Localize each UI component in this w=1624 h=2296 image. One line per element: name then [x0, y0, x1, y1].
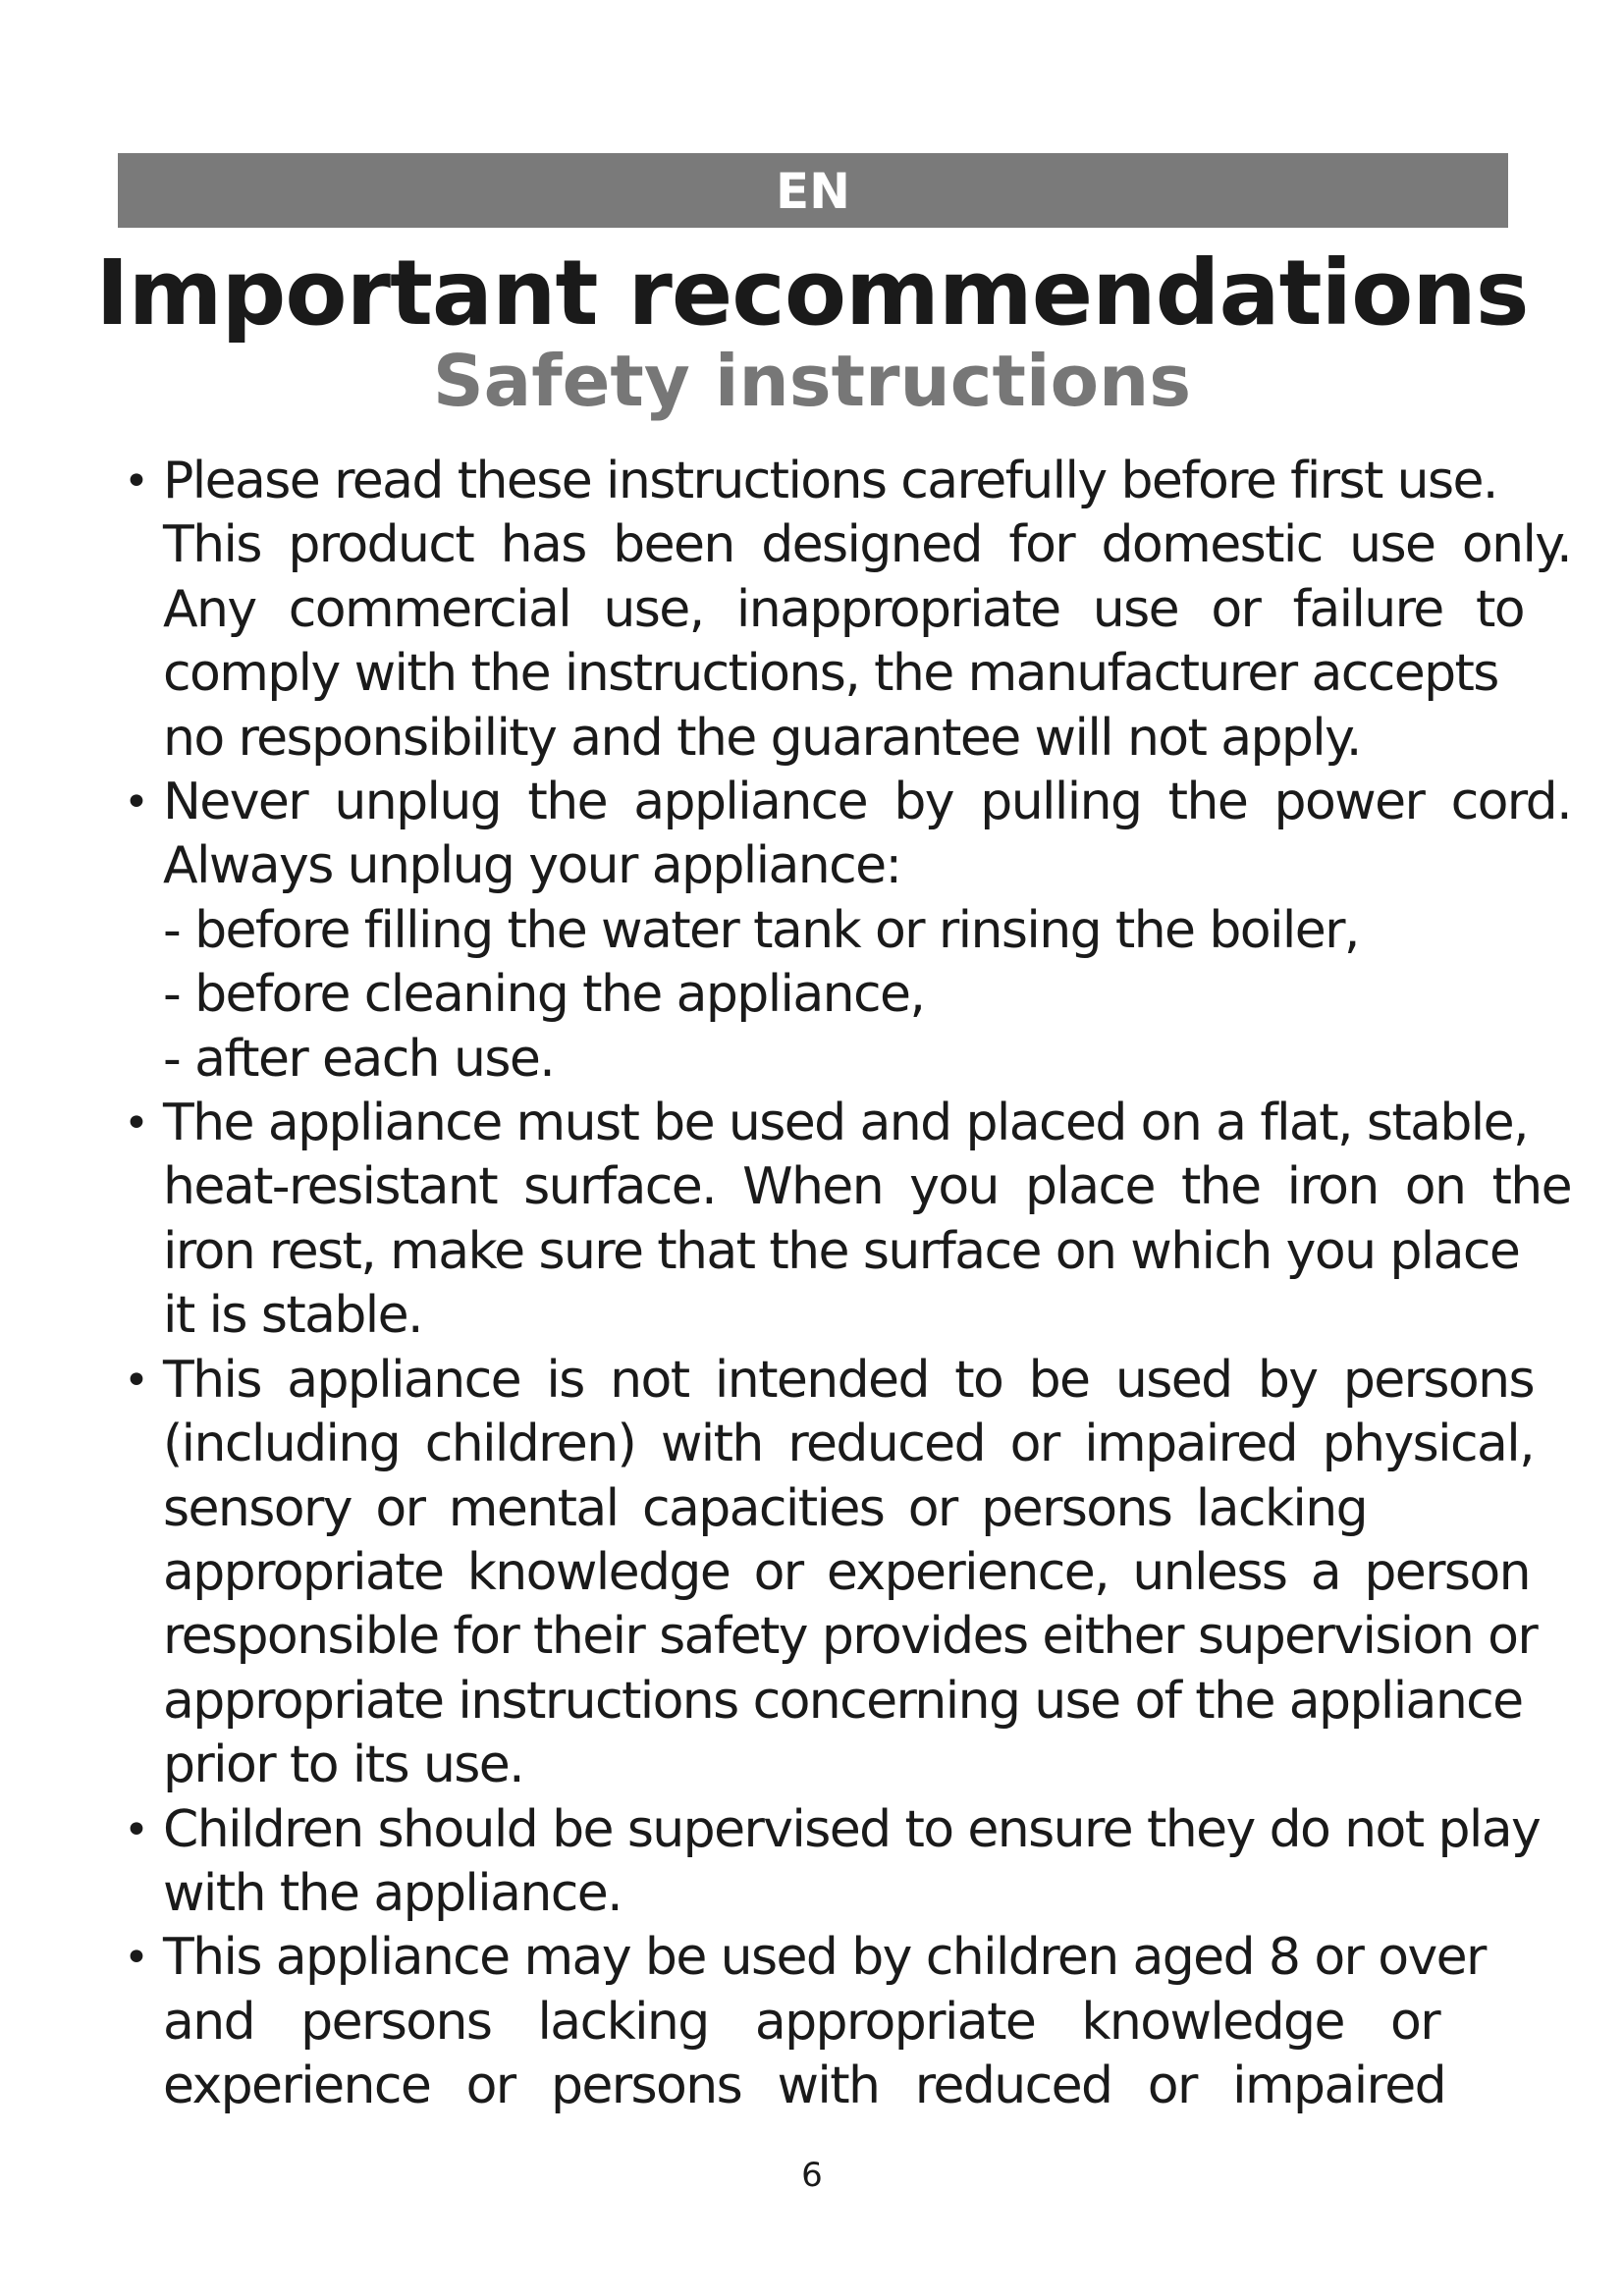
bullet-icon: • [124, 1933, 148, 1984]
text-line: (including children) with reduced or impaired physical, [163, 1415, 1534, 1474]
language-code: EN [775, 163, 850, 220]
text-line: prior to its use. [163, 1735, 524, 1795]
bullet-icon: • [124, 456, 148, 507]
list-item [118, 1926, 1571, 2118]
text-line: The appliance must be used and placed on a flat, stable, [163, 1094, 1528, 1153]
list-item [118, 1798, 1571, 1927]
text-line: appropriate knowledge or experience, unless a person [163, 1542, 1530, 1602]
bullet-icon: • [124, 777, 148, 828]
text-line: Any commercial use, inappropriate use or failure to [163, 579, 1524, 639]
text-line: - before cleaning the appliance, [163, 965, 925, 1025]
text-line: Please read these instructions carefully before first use. [163, 452, 1497, 510]
bullet-icon: • [124, 1098, 148, 1149]
text-line: with the appliance. [163, 1863, 623, 1923]
text-line: - after each use. [163, 1029, 555, 1089]
text-line: comply with the instructions, the manufacturer accepts [163, 644, 1498, 704]
language-bar [118, 153, 1508, 228]
text-line: This appliance may be used by children aged 8 or over [163, 1928, 1486, 1988]
text-line: This product has been designed for domestic use only. [163, 515, 1571, 575]
list-item [118, 1092, 1571, 1349]
text-line: responsible for their safety provides either supervision or [163, 1607, 1538, 1667]
text-line: and persons lacking appropriate knowledge or [163, 1992, 1439, 2052]
text-line: it is stable. [163, 1286, 422, 1346]
page-number: 6 [801, 2156, 823, 2195]
text-line: no responsibility and the guarantee will not apply. [163, 708, 1361, 768]
text-line: Children should be supervised to ensure they do not play [163, 1799, 1541, 1859]
text-line: sensory or mental capacities or persons lacking [163, 1478, 1367, 1538]
text-line: iron rest, make sure that the surface on which you place [163, 1221, 1520, 1281]
text-line: This appliance is not intended to be used by persons [163, 1350, 1534, 1410]
list-item [118, 771, 1571, 1092]
text-line: heat-resistant surface. When you place the iron on the [163, 1157, 1571, 1217]
text-line: Always unplug your appliance: [163, 836, 901, 896]
section-subtitle: Safety instructions [432, 340, 1192, 422]
text-line: - before filling the water tank or rinsing the boiler, [163, 900, 1359, 960]
safety-instructions-list [118, 450, 1571, 2119]
text-line: appropriate instructions concerning use of the appliance [163, 1671, 1523, 1731]
text-line: experience or persons with reduced or impaired [163, 2056, 1445, 2116]
list-item [118, 1349, 1571, 1798]
bullet-icon: • [124, 1804, 148, 1855]
page-title: Important recommendations [95, 240, 1529, 346]
text-line: Never unplug the appliance by pulling the power cord. [163, 773, 1571, 832]
list-item [118, 450, 1571, 771]
bullet-icon: • [124, 1355, 148, 1406]
